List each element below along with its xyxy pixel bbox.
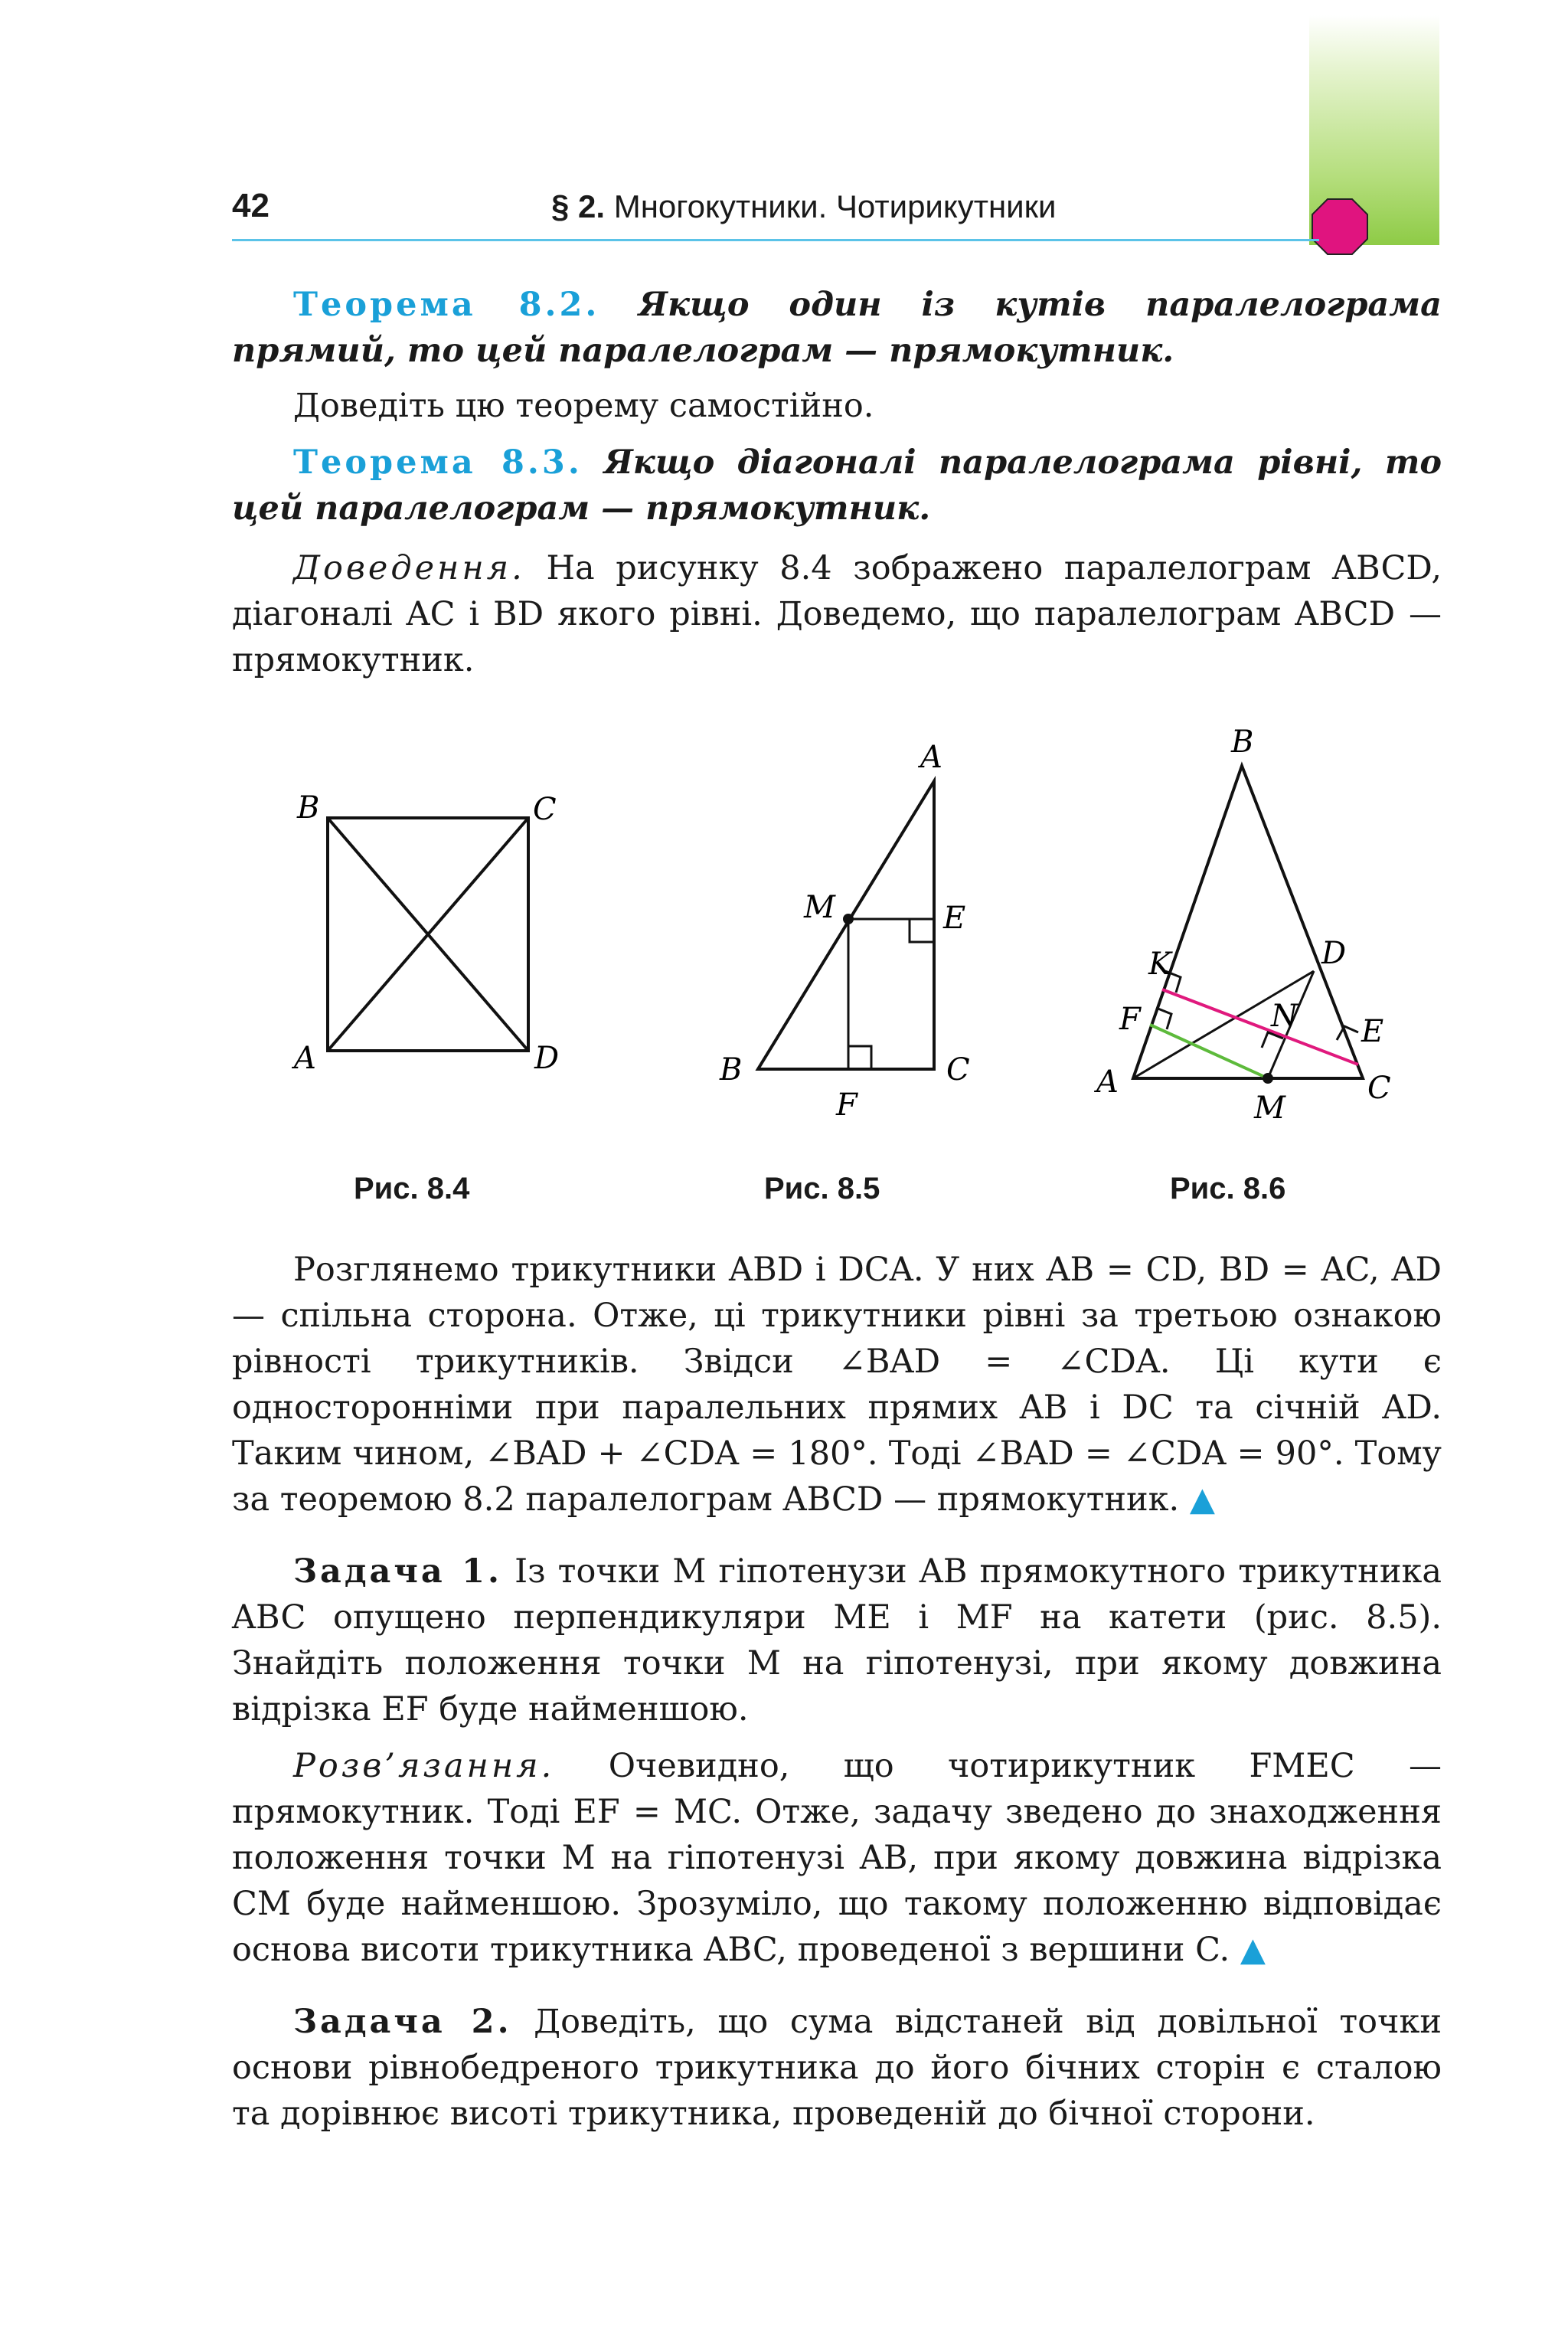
label-c: C — [946, 1052, 970, 1088]
task-label: Задача 1. — [293, 1552, 503, 1591]
label-a: A — [920, 740, 942, 775]
proof-body-text: Розглянемо трикутники ABD і DCA. У них AB = CD, BD = AC, AD — спільна сторона. Отже, ці трикутники рівні за третьою ознакою рівності трикутників. Звідси ∠BAD = ∠CDA. Ці кути є односторонніми при паралельних прямих AB і DC та січній AD. Таким чином, ∠BAD + ∠CDA = 180°. Тоді ∠BAD = ∠CDA = 90°. Тому за теоремою 8.2 паралелограм ABCD — прямокутник. — [232, 1251, 1442, 1519]
figure-8-6 — [1072, 720, 1409, 1133]
task-1 — [232, 1549, 1442, 1732]
page-number: 42 — [232, 187, 270, 224]
label-k: K — [1148, 947, 1171, 982]
label-d: D — [1321, 936, 1347, 971]
label-f: F — [1119, 1002, 1141, 1037]
right-angle-mark-f — [848, 1046, 871, 1069]
proof-label: Доведення. — [293, 549, 525, 587]
label-a: A — [1096, 1065, 1119, 1100]
label-b: B — [720, 1052, 743, 1088]
theorem-label: Теорема 8.2. — [293, 286, 600, 324]
label-d: D — [534, 1041, 560, 1076]
label-n: N — [1271, 999, 1298, 1034]
figure-8-5 — [704, 735, 995, 1133]
theorem-8-2 — [232, 282, 1442, 374]
label-f: F — [836, 1088, 858, 1123]
pink-segment-ke — [1162, 989, 1358, 1065]
task-text: Доведіть, що сума відстаней від довільної точки основи рівнобедреного трикутника до його бічних сторін є сталою та дорівнює висоті трикутника, проведеній до бічної сторони. — [232, 2003, 1442, 2133]
label-b: B — [1231, 724, 1254, 760]
solution-label: Розв’язання. — [293, 1747, 555, 1785]
proof-intro-text: На рисунку 8.4 зображено паралелограм ABCD, діагоналі AC і BD якого рівні. Доведемо, що паралелограм ABCD — прямокутник. — [232, 549, 1442, 679]
end-of-solution-icon: ▲ — [1240, 1931, 1266, 1969]
header-rule — [232, 239, 1319, 241]
label-e: E — [1361, 1014, 1384, 1049]
label-c: C — [533, 792, 557, 827]
label-a: A — [294, 1041, 316, 1076]
label-m: M — [1254, 1091, 1285, 1126]
right-angle-mark-f — [1156, 1008, 1171, 1029]
label-b: B — [297, 790, 320, 826]
figure-caption: Рис. 8.4 — [354, 1172, 470, 1205]
right-angle-mark-e — [910, 919, 934, 942]
label-m: M — [804, 890, 835, 925]
label-e: E — [943, 901, 966, 936]
solution-1 — [232, 1743, 1442, 1973]
solution-text: Очевидно, що чотирикутник FMEC — прямокутник. Тоді EF = MC. Отже, задачу зведено до знаходження положення точки M на гіпотенузі AB, при якому довжина відрізка CM буде найменшою. Зрозуміло, що такому положенню відповідає основа висоти трикутника ABC, проведеної з вершини C. — [232, 1747, 1442, 1969]
octagon-icon — [1311, 198, 1369, 256]
point-m — [1263, 1073, 1273, 1084]
triangle-abc — [758, 781, 934, 1069]
theorem-label: Теорема 8.3. — [293, 443, 583, 482]
proof-intro — [232, 545, 1442, 683]
end-of-proof-icon: ▲ — [1189, 1480, 1215, 1519]
theorem-8-3 — [232, 440, 1442, 531]
label-c: C — [1367, 1071, 1391, 1106]
proof-body — [232, 1247, 1442, 1523]
task-text: Із точки M гіпотенузи AB прямокутного трикутника ABC опущено перпендикуляри ME і MF на катети (рис. 8.5). Знайдіть положення точки M на гіпотенузі, при якому довжина відрізка EF буде найменшою. — [232, 1552, 1442, 1729]
section-header — [551, 188, 1056, 225]
point-m — [843, 914, 854, 924]
prove-self-note: Доведіть цю теорему самостійно. — [293, 387, 874, 425]
figure-caption: Рис. 8.6 — [1170, 1172, 1286, 1205]
figure-8-4 — [283, 781, 574, 1088]
figure-caption: Рис. 8.5 — [764, 1172, 880, 1205]
task-2 — [232, 1999, 1442, 2137]
theorem-text: Якщо діагоналі паралелограма рівні, то цей паралелограм — прямокутник. — [232, 443, 1442, 528]
theorem-text: Якщо один із кутів паралелограма прямий, то цей паралелограм — прямокутник. — [232, 286, 1442, 370]
section-title: Многокутники. Чотирикутники — [613, 188, 1057, 224]
task-label: Задача 2. — [293, 2003, 512, 2041]
section-mark: § 2. — [551, 188, 606, 224]
